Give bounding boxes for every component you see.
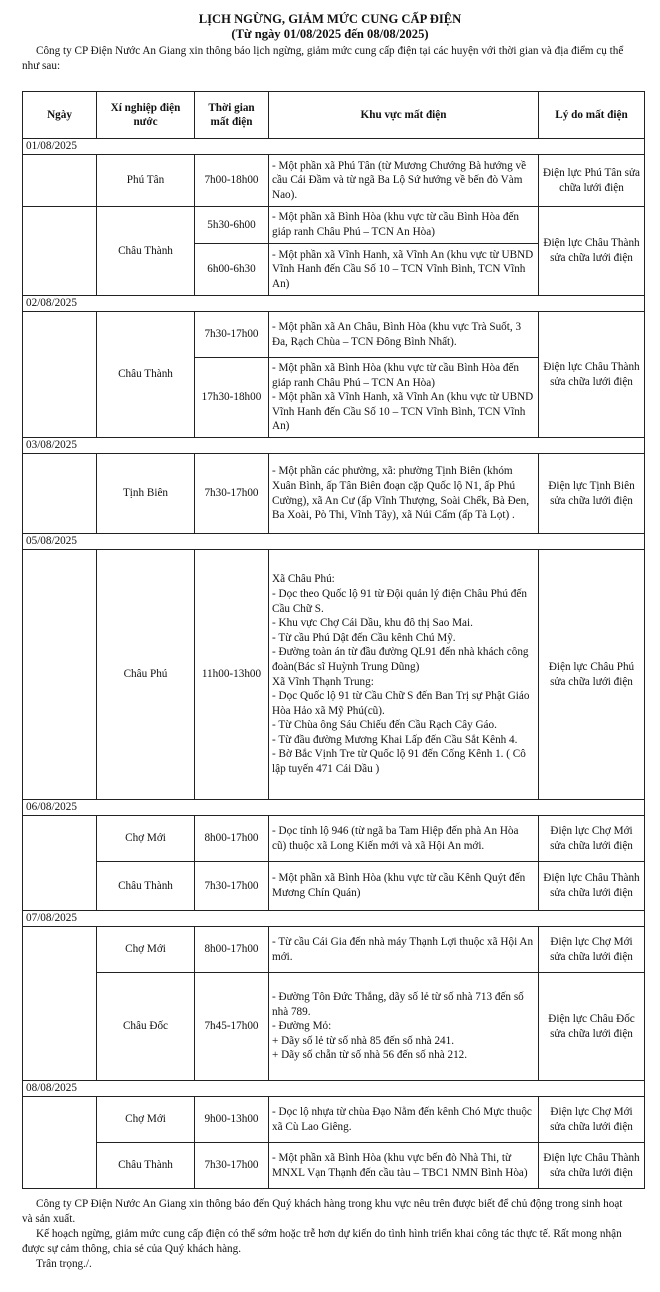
time-cell: 6h00-6h30 bbox=[195, 244, 269, 296]
table-row bbox=[23, 454, 645, 534]
area-line: - Đường toàn án từ đầu đường QL91 đến nhà khách công đoàn(Bác sĩ Huỳnh Trung Dũng) bbox=[272, 646, 529, 673]
document-subtitle: (Từ ngày 01/08/2025 đến 08/08/2025) bbox=[231, 27, 429, 41]
area-line: - Bờ Bắc Vịnh Tre từ Quốc lộ 91 đến Cống Kênh 1. ( Cô lập tuyến 471 Cái Dầu ) bbox=[272, 748, 526, 776]
unit-cell: Châu Thành bbox=[97, 207, 195, 296]
area-line: - Một phần xã Bình Hòa (khu vực bến đò Nhà Thi, từ MNXL Vạn Thạnh đến cầu tàu – TBC1 NMN Bình Hòa) bbox=[272, 1151, 528, 1179]
area-cell bbox=[269, 358, 539, 438]
table-header-row bbox=[23, 92, 645, 139]
date-row bbox=[23, 296, 645, 312]
area-cell bbox=[269, 312, 539, 358]
unit-cell: Châu Thành bbox=[97, 312, 195, 438]
time-cell: 8h00-17h00 bbox=[195, 927, 269, 973]
table-row bbox=[23, 155, 645, 207]
time-cell: 7h00-18h00 bbox=[195, 155, 269, 207]
date-row bbox=[23, 800, 645, 816]
area-cell bbox=[269, 973, 539, 1081]
table-row bbox=[23, 1097, 645, 1143]
area-cell bbox=[269, 454, 539, 534]
area-line: - Một phần xã Bình Hòa (khu vực từ cầu Kênh Quýt đến Mương Chín Quán) bbox=[272, 872, 526, 899]
area-cell bbox=[269, 550, 539, 800]
area-line: - Một phần xã Phú Tân (từ Mương Chướng Bà hướng về cầu Cái Đầm và từ ngã Ba Lộ Sứ hướng về bến đò Vàm Nao). bbox=[272, 159, 527, 201]
header-unit: Xí nghiệp điện nước bbox=[97, 92, 195, 139]
area-line: - Từ cầu Cái Gia đến nhà máy Thạnh Lợi thuộc xã Hội An mới. bbox=[272, 935, 534, 963]
date-label: 02/08/2025 bbox=[23, 296, 645, 312]
area-line: - Một phần xã Bình Hòa (khu vực từ cầu Bình Hòa đến giáp ranh Châu Phú – TCN An Hòa) bbox=[272, 362, 520, 389]
area-cell bbox=[269, 155, 539, 207]
date-row bbox=[23, 139, 645, 155]
time-cell: 11h00-13h00 bbox=[195, 550, 269, 800]
time-cell: 7h45-17h00 bbox=[195, 973, 269, 1081]
area-cell bbox=[269, 1143, 539, 1189]
area-line: - Một phần xã Vĩnh Hanh, xã Vĩnh An (khu vực từ UBND Vĩnh Hanh đến Cầu Số 10 – TCN Vĩnh Bình, TCN Vĩnh An) bbox=[272, 391, 534, 433]
time-cell: 7h30-17h00 bbox=[195, 312, 269, 358]
reason-cell: Điện lực Châu Thành sửa chữa lưới điện bbox=[539, 862, 645, 911]
date-row bbox=[23, 911, 645, 927]
time-cell: 7h30-17h00 bbox=[195, 1143, 269, 1189]
table-row bbox=[23, 973, 645, 1081]
area-line: - Một phần xã Vĩnh Hanh, xã Vĩnh An (khu vực từ UBND Vĩnh Hanh đến Cầu Số 10 – TCN Vĩnh Bình, TCN Vĩnh An) bbox=[272, 248, 534, 290]
area-line: + Dãy số chẵn từ số nhà 56 đến số nhà 212. bbox=[272, 1049, 468, 1062]
area-line: - Đường Mỏ: bbox=[272, 1020, 332, 1033]
reason-cell: Điện lực Chợ Mới sửa chữa lưới điện bbox=[539, 927, 645, 973]
area-line: - Đường Tôn Đức Thắng, dãy số lẻ từ số nhà 713 đến số nhà 789. bbox=[272, 991, 524, 1018]
unit-cell: Châu Đốc bbox=[97, 973, 195, 1081]
reason-cell: Điện lực Tịnh Biên sửa chữa lưới điện bbox=[539, 454, 645, 534]
footer-paragraph: Công ty CP Điện Nước An Giang xin thông báo đến Quý khách hàng trong khu vực nêu trên được biết để chủ động trong sinh hoạt và sản xuất. bbox=[22, 1198, 623, 1225]
reason-cell: Điện lực Phú Tân sửa chữa lưới điện bbox=[539, 155, 645, 207]
time-cell: 7h30-17h00 bbox=[195, 862, 269, 911]
date-row bbox=[23, 1081, 645, 1097]
area-line: - Một phần xã An Châu, Bình Hòa (khu vực Trà Suốt, 3 Đa, Rạch Chùa – TCN Đông Bình Nhất). bbox=[272, 320, 522, 348]
table-row bbox=[23, 816, 645, 862]
area-line: - Từ đầu đường Mương Khai Lấp đến Cầu Sắt Kênh 4. bbox=[272, 733, 518, 746]
time-cell: 17h30-18h00 bbox=[195, 358, 269, 438]
unit-cell: Châu Thành bbox=[97, 1143, 195, 1189]
reason-cell: Điện lực Châu Thành sửa chữa lưới điện bbox=[539, 207, 645, 296]
date-row bbox=[23, 438, 645, 454]
area-line: - Một phần các phường, xã: phường Tịnh Biên (khóm Xuân Bình, ấp Tân Biên đoạn cặp Quốc lộ N1, ấp Phú Cường), xã An Cư (ấp Vĩnh Thượng, Soài Chếk, Bà Đen, Ba Xoài, Pò Thi, Vĩnh Tây), xã Núi Cấm (ấp Tà Lọt) . bbox=[272, 465, 530, 522]
date-label: 05/08/2025 bbox=[23, 534, 645, 550]
unit-cell: Tịnh Biên bbox=[97, 454, 195, 534]
area-line: - Từ cầu Phú Dật đến Cầu kênh Chú Mỹ. bbox=[272, 631, 456, 644]
area-cell bbox=[269, 927, 539, 973]
reason-cell: Điện lực Châu Thành sửa chữa lưới điện bbox=[539, 1143, 645, 1189]
date-label: 03/08/2025 bbox=[23, 438, 645, 454]
area-cell bbox=[269, 862, 539, 911]
reason-cell: Điện lực Chợ Mới sửa chữa lưới điện bbox=[539, 816, 645, 862]
time-cell: 8h00-17h00 bbox=[195, 816, 269, 862]
time-cell: 7h30-17h00 bbox=[195, 454, 269, 534]
table-row bbox=[23, 1143, 645, 1189]
header-time: Thời gian mất điện bbox=[195, 92, 269, 139]
area-cell bbox=[269, 816, 539, 862]
area-line: - Từ Chùa ông Sáu Chiếu đến Cầu Rạch Cây Gáo. bbox=[272, 719, 497, 732]
area-line: - Khu vực Chợ Cái Dầu, khu đô thị Sao Mai. bbox=[272, 617, 473, 630]
date-label: 01/08/2025 bbox=[23, 139, 645, 155]
header-reason: Lý do mất điện bbox=[539, 92, 645, 139]
document-title: LỊCH NGỪNG, GIẢM MỨC CUNG CẤP ĐIỆN bbox=[198, 12, 462, 26]
area-cell bbox=[269, 207, 539, 244]
header-area: Khu vực mất điện bbox=[269, 92, 539, 139]
unit-cell: Chợ Mới bbox=[97, 927, 195, 973]
area-line: Xã Vĩnh Thạnh Trung: bbox=[272, 675, 374, 688]
time-cell: 9h00-13h00 bbox=[195, 1097, 269, 1143]
date-label: 06/08/2025 bbox=[23, 800, 645, 816]
area-line: - Dọc Quốc lộ 91 từ Cầu Chữ S đến Ban Trị sự Phật Giáo Hòa Hảo xã Mỹ Phú(cũ). bbox=[272, 690, 530, 717]
date-row bbox=[23, 534, 645, 550]
area-line: + Dãy số lẻ từ số nhà 85 đến số nhà 241. bbox=[272, 1034, 455, 1047]
reason-cell: Điện lực Chợ Mới sửa chữa lưới điện bbox=[539, 1097, 645, 1143]
table-row bbox=[23, 312, 645, 358]
unit-cell: Phú Tân bbox=[97, 155, 195, 207]
unit-cell: Chợ Mới bbox=[97, 1097, 195, 1143]
date-label: 08/08/2025 bbox=[23, 1081, 645, 1097]
area-line: - Một phần xã Bình Hòa (khu vực từ cầu Bình Hòa đến giáp ranh Châu Phú – TCN An Hòa) bbox=[272, 211, 520, 238]
intro-paragraph: Công ty CP Điện Nước An Giang xin thông báo lịch ngừng, giảm mức cung cấp điện tại các huyện với thời gian và địa điểm cụ thể như sau: bbox=[22, 45, 624, 72]
header-date: Ngày bbox=[23, 92, 97, 139]
table-row bbox=[23, 550, 645, 800]
area-line: - Dọc lộ nhựa từ chùa Đạo Nằm đến kênh Chó Mực thuộc xã Cù Lao Giêng. bbox=[272, 1105, 532, 1133]
area-line: - Dọc theo Quốc lộ 91 từ Đội quản lý điện Châu Phú đến Cầu Chữ S. bbox=[272, 587, 527, 615]
unit-cell: Châu Phú bbox=[97, 550, 195, 800]
table-row bbox=[23, 927, 645, 973]
table-row bbox=[23, 862, 645, 911]
outage-schedule-table bbox=[22, 91, 645, 1189]
footer-paragraph: Kế hoạch ngừng, giảm mức cung cấp điện có thể sớm hoặc trễ hơn dự kiến do tình hình triển khai công tác thực tế. Rất mong nhận được sự cảm thông, chia sẻ của Quý khách hàng. bbox=[22, 1228, 622, 1255]
area-line: Xã Châu Phú: bbox=[272, 573, 335, 586]
reason-cell: Điện lực Châu Đốc sửa chữa lưới điện bbox=[539, 973, 645, 1081]
area-cell bbox=[269, 244, 539, 296]
table-row bbox=[23, 207, 645, 244]
time-cell: 5h30-6h00 bbox=[195, 207, 269, 244]
reason-cell: Điện lực Châu Thành sửa chữa lưới điện bbox=[539, 312, 645, 438]
unit-cell: Châu Thành bbox=[97, 862, 195, 911]
unit-cell: Chợ Mới bbox=[97, 816, 195, 862]
area-line: - Dọc tỉnh lộ 946 (từ ngã ba Tam Hiệp đến phà An Hòa cũ) thuộc xã Long Kiến mới và xã Hội An mới. bbox=[272, 824, 519, 852]
area-cell bbox=[269, 1097, 539, 1143]
footer-notes bbox=[22, 1197, 632, 1272]
footer-closing: Trân trọng./. bbox=[36, 1258, 92, 1270]
date-label: 07/08/2025 bbox=[23, 911, 645, 927]
reason-cell: Điện lực Châu Phú sửa chữa lưới điện bbox=[539, 550, 645, 800]
